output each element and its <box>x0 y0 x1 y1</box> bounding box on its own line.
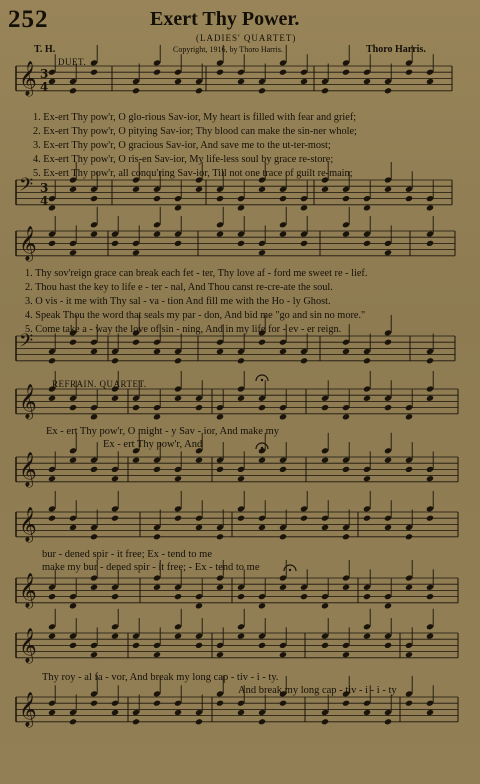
note-head <box>258 457 266 464</box>
time-signature-bottom: 4 <box>40 80 49 94</box>
treble-clef-icon: 𝄞 <box>19 384 37 419</box>
note-head <box>342 584 350 591</box>
note-head <box>384 718 392 725</box>
note-head <box>384 524 392 531</box>
verse-1-line-a: 1. Ex-ert Thy pow'r, O glo-rious Sav-ior, My heart is filled with fear and grief; <box>33 112 357 123</box>
note-head <box>111 357 119 364</box>
note-head <box>69 457 77 464</box>
note-head <box>90 348 98 355</box>
note-head <box>195 186 203 193</box>
note-head <box>279 466 287 473</box>
note-head <box>153 69 161 76</box>
note-head <box>90 413 98 420</box>
time-signature-top: 3 <box>40 181 49 195</box>
note-head <box>363 395 371 402</box>
note-head <box>300 593 308 600</box>
note-head <box>69 524 77 531</box>
treble-clef-icon: 𝄞 <box>19 61 37 96</box>
note-head <box>237 204 245 211</box>
note-head <box>237 633 245 640</box>
verse-5-line-a: 5. Ex-ert Thy pow'r, all conqu'ring Sav-ior, Till not one trace of guilt re-main; <box>33 168 353 179</box>
note-head <box>342 651 350 658</box>
note-head <box>48 78 56 85</box>
note-head <box>132 186 140 193</box>
note-head <box>342 231 350 238</box>
verse-1-line-b: 1. Thy sov'reign grace can break each fet - ter, Thy love af - ford me sweet re - lief. <box>25 268 368 279</box>
note-head <box>426 709 434 716</box>
note-head <box>279 231 287 238</box>
note-head <box>195 602 203 609</box>
note-head <box>111 593 119 600</box>
duet-label: DUET. <box>58 57 87 67</box>
note-head <box>90 466 98 473</box>
note-head <box>216 651 224 658</box>
note-head <box>426 204 434 211</box>
note-head <box>384 186 392 193</box>
note-head <box>69 718 77 725</box>
note-head <box>342 700 350 707</box>
note-head <box>216 69 224 76</box>
note-head <box>216 584 224 591</box>
note-head <box>90 533 98 540</box>
note-head <box>321 642 329 649</box>
note-head <box>363 593 371 600</box>
note-head <box>69 249 77 256</box>
note-head <box>405 700 413 707</box>
note-head <box>48 709 56 716</box>
note-head <box>48 357 56 364</box>
note-head <box>48 204 56 211</box>
note-head <box>48 475 56 482</box>
note-head <box>90 195 98 202</box>
note-head <box>132 249 140 256</box>
note-head <box>195 404 203 411</box>
note-head <box>426 357 434 364</box>
note-head <box>363 633 371 640</box>
note-head <box>426 475 434 482</box>
note-head <box>132 457 140 464</box>
refrain-2-lower: make my bur - dened spir - it free; - Ex - tend to me <box>42 562 260 573</box>
note-head <box>279 69 287 76</box>
note-head <box>321 602 329 609</box>
note-head <box>363 709 371 716</box>
copyright-notice: Copyright, 1916, by Thoro Harris. <box>173 45 283 54</box>
note-head <box>237 240 245 247</box>
note-head <box>279 700 287 707</box>
note-head <box>153 584 161 591</box>
verse-4-line-a: 4. Ex-ert Thy pow'r, O ris-en Sav-ior, My life-less soul by grace re-store; <box>33 154 334 165</box>
note-head <box>363 78 371 85</box>
note-head <box>300 204 308 211</box>
time-signature-bottom: 4 <box>40 194 49 208</box>
treble-clef-icon: 𝄞 <box>19 628 37 663</box>
refrain-1-lower: Ex - ert Thy pow'r, And <box>103 439 203 450</box>
note-head <box>48 395 56 402</box>
fermata-dot <box>261 447 263 449</box>
note-head <box>153 348 161 355</box>
note-head <box>321 404 329 411</box>
note-head <box>300 515 308 522</box>
note-head <box>69 642 77 649</box>
note-head <box>174 357 182 364</box>
note-head <box>384 339 392 346</box>
note-head <box>195 524 203 531</box>
note-head <box>111 240 119 247</box>
note-head <box>258 602 266 609</box>
note-head <box>258 87 266 94</box>
note-head <box>132 404 140 411</box>
note-head <box>174 515 182 522</box>
note-head <box>300 240 308 247</box>
note-head <box>237 515 245 522</box>
note-head <box>384 249 392 256</box>
note-head <box>153 533 161 540</box>
note-head <box>111 395 119 402</box>
note-head <box>405 533 413 540</box>
note-head <box>174 475 182 482</box>
note-head <box>195 457 203 464</box>
refrain-1-upper: Ex - ert Thy pow'r, O might - y Sav - ior, And make my <box>46 426 279 437</box>
hymn-number: 252 <box>8 6 49 33</box>
fermata-dot <box>261 379 263 381</box>
verse-4-line-b: 4. Speak Thou the word that seals my par - don, And bid me "go and sin no more." <box>25 310 366 321</box>
note-head <box>363 204 371 211</box>
note-head <box>153 413 161 420</box>
note-head <box>216 413 224 420</box>
note-head <box>48 593 56 600</box>
refrain-label: REFRAIN. QUARTET. <box>52 379 147 389</box>
note-head <box>384 642 392 649</box>
verse-2-line-a: 2. Ex-ert Thy pow'r, O pitying Sav-ior; Thy blood can make the sin-ner whole; <box>33 126 357 137</box>
refrain-2-upper: bur - dened spir - it free; Ex - tend to me <box>42 549 212 560</box>
note-head <box>426 515 434 522</box>
author-initials: T. H. <box>34 44 56 55</box>
note-head <box>258 186 266 193</box>
note-head <box>174 204 182 211</box>
note-head <box>69 87 77 94</box>
note-head <box>90 69 98 76</box>
note-head <box>69 602 77 609</box>
verse-3-line-b: 3. O vis - it me with Thy sal - va - tion And fill me with the Ho - ly Ghost. <box>25 296 331 307</box>
note-head <box>153 231 161 238</box>
note-head <box>426 78 434 85</box>
note-head <box>258 642 266 649</box>
note-head <box>321 718 329 725</box>
treble-clef-icon: 𝄞 <box>19 507 37 542</box>
note-head <box>279 584 287 591</box>
treble-clef-icon: 𝄞 <box>19 573 37 608</box>
fermata-dot <box>289 569 291 571</box>
hymn-subtitle: (LADIES' QUARTET) <box>196 33 297 43</box>
note-head <box>237 709 245 716</box>
note-head <box>342 413 350 420</box>
note-head <box>405 584 413 591</box>
note-head <box>237 593 245 600</box>
note-head <box>363 475 371 482</box>
note-head <box>321 186 329 193</box>
note-head <box>132 642 140 649</box>
note-head <box>90 231 98 238</box>
note-head <box>174 709 182 716</box>
note-head <box>342 348 350 355</box>
time-signature-top: 3 <box>40 67 49 81</box>
note-head <box>132 339 140 346</box>
treble-clef-icon: 𝄞 <box>19 452 37 487</box>
note-head <box>111 709 119 716</box>
bass-clef-icon: 𝄢 <box>19 175 34 200</box>
note-head <box>405 651 413 658</box>
note-head <box>279 533 287 540</box>
note-head <box>363 515 371 522</box>
note-head <box>342 195 350 202</box>
note-head <box>384 602 392 609</box>
note-head <box>111 475 119 482</box>
note-head <box>69 339 77 346</box>
note-head <box>174 593 182 600</box>
note-head <box>153 700 161 707</box>
note-head <box>237 475 245 482</box>
note-head <box>216 348 224 355</box>
note-head <box>342 466 350 473</box>
note-head <box>216 195 224 202</box>
note-head <box>426 633 434 640</box>
note-head <box>174 78 182 85</box>
treble-clef-icon: 𝄞 <box>19 692 37 727</box>
note-head <box>237 78 245 85</box>
note-head <box>321 524 329 531</box>
note-head <box>237 395 245 402</box>
note-head <box>300 357 308 364</box>
note-head <box>216 700 224 707</box>
note-head <box>48 240 56 247</box>
note-head <box>174 395 182 402</box>
note-head <box>216 231 224 238</box>
note-head <box>384 87 392 94</box>
note-head <box>258 718 266 725</box>
note-head <box>153 651 161 658</box>
note-head <box>321 457 329 464</box>
composer-name: Thoro Harris. <box>366 44 426 55</box>
note-head <box>384 404 392 411</box>
note-head <box>321 87 329 94</box>
note-head <box>90 700 98 707</box>
note-head <box>258 524 266 531</box>
note-head <box>153 195 161 202</box>
note-head <box>279 651 287 658</box>
note-head <box>384 457 392 464</box>
note-head <box>174 633 182 640</box>
note-head <box>258 249 266 256</box>
note-head <box>132 718 140 725</box>
note-head <box>153 466 161 473</box>
note-head <box>426 240 434 247</box>
verse-5-line-b: 5. Come take a - way the love of sin - ning, And in my life for - ev - er reign. <box>25 324 342 335</box>
note-head <box>174 240 182 247</box>
note-head <box>195 718 203 725</box>
note-head <box>90 651 98 658</box>
note-head <box>48 633 56 640</box>
note-head <box>342 533 350 540</box>
note-head <box>69 404 77 411</box>
refrain-3-lower: And break my long cap - tiv - i - i - ty <box>238 685 397 696</box>
note-head <box>216 533 224 540</box>
note-head <box>279 195 287 202</box>
note-head <box>195 87 203 94</box>
note-head <box>426 593 434 600</box>
note-head <box>405 413 413 420</box>
verse-2-line-b: 2. Thou hast the key to life e - ter - nal, And Thou canst re-cre-ate the soul. <box>25 282 333 293</box>
note-head <box>405 195 413 202</box>
verse-3-line-a: 3. Ex-ert Thy pow'r, O gracious Sav-ior, And save me to the ut-ter-most; <box>33 140 331 151</box>
note-head <box>300 78 308 85</box>
note-head <box>195 642 203 649</box>
note-head <box>342 69 350 76</box>
note-head <box>48 515 56 522</box>
note-head <box>363 357 371 364</box>
note-head <box>258 404 266 411</box>
note-head <box>111 633 119 640</box>
note-head <box>216 466 224 473</box>
note-head <box>405 466 413 473</box>
bass-clef-icon: 𝄢 <box>19 331 34 356</box>
note-head <box>426 395 434 402</box>
note-head <box>132 87 140 94</box>
note-head <box>90 584 98 591</box>
note-head <box>69 186 77 193</box>
note-head <box>279 413 287 420</box>
hymn-title: Exert Thy Power. <box>150 8 300 30</box>
note-head <box>258 339 266 346</box>
note-head <box>405 69 413 76</box>
note-head <box>279 348 287 355</box>
treble-clef-icon: 𝄞 <box>19 226 37 261</box>
note-head <box>111 515 119 522</box>
refrain-3-upper: Thy roy - al fa - vor, And break my long cap - tiv - i - ty. <box>42 672 279 683</box>
note-head <box>363 240 371 247</box>
note-head <box>237 357 245 364</box>
